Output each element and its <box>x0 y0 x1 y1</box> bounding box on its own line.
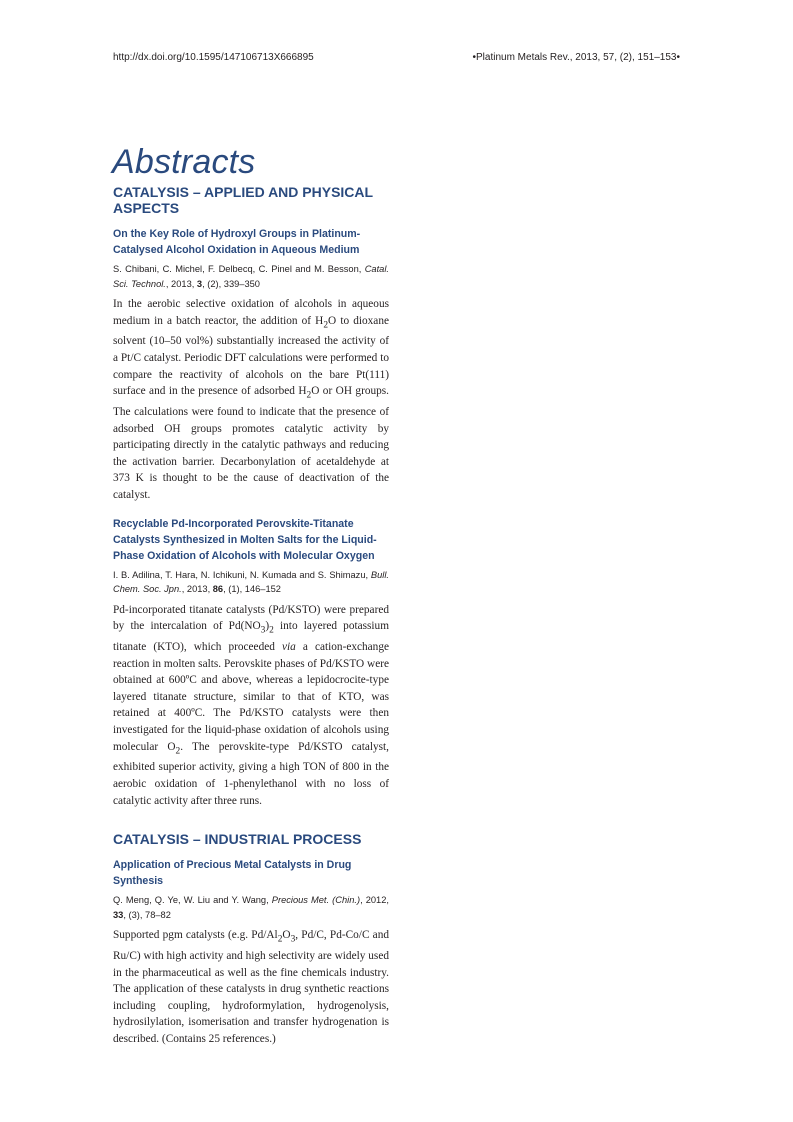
citation-journal: Precious Met. (Chin.) <box>271 895 361 906</box>
abstract-title: Recyclable Pd-Incorporated Perovskite-Titanate Catalysts Synthesized in Molten Salts for the Liquid-Phase Oxidation of Alcohols with Molecular Oxygen <box>113 517 377 562</box>
citation-issue: , (2), 339–350 <box>202 278 260 289</box>
abstract-body: In the aerobic selective oxidation of alcohols in aqueous medium in a batch reactor, the addition of $H_2O$ to dioxane solvent (10–50 vol%) substantially increased the activity of a Pt/C catalyst. Periodic DFT calculations were performed to compare the reactivity of alcohols on the bare Pt(111) surface and in the presence of adsorbed $H_2O$ or OH groups. The calculations were found to indicate that the presence of adsorbed OH groups promotes catalytic activity by participating directly in the catalytic pathways and reducing the activation barrier. Decarbonylation of acetaldehyde at 373 K is thought to be the cause of deactivation of the catalyst. <box>113 298 390 502</box>
section-heading-industrial: CATALYSIS – INDUSTRIAL PROCESS <box>113 831 362 848</box>
abstract-pd-perovskite <box>113 516 389 810</box>
abstract-citation <box>113 568 389 597</box>
left-column <box>113 184 389 1048</box>
abstract-citation <box>113 262 389 291</box>
citation-authors: I. B. Adilina, T. Hara, N. Ichikuni, N. Kumada and S. Shimazu, <box>113 569 371 580</box>
abstract-title: Application of Precious Metal Catalysts in Drug Synthesis <box>113 859 352 888</box>
abstract-drug-synthesis <box>113 857 389 1047</box>
abstract-title: On the Key Role of Hydroxyl Groups in Platinum-Catalysed Alcohol Oxidation in Aqueous Medium <box>113 228 361 256</box>
abstract-body: Supported pgm catalysts (e.g. $Pd/Al_2O_3$, Pd/C, Pd-Co/C and Ru/C) with high activity and high selectivity are widely used in the pharmaceutical as well as the fine chemicals industry. The application of these catalysts in drug synthetic reactions including coupling, hydroformylation, hydrogenolysis, hydrosilylation, isomerisation and transfer hydrogenation is described. (Contains 25 references.) <box>113 929 389 1046</box>
section-heading-applied: CATALYSIS – APPLIED AND PHYSICAL ASPECTS <box>113 184 373 216</box>
citation-volume: 33 <box>113 909 124 920</box>
citation-year: , 2013, <box>181 584 213 595</box>
citation-year: , 2012, <box>360 895 389 906</box>
citation-authors: S. Chibani, C. Michel, F. Delbecq, C. Pinel and M. Besson, <box>113 264 365 274</box>
journal-reference: •Platinum Metals Rev., 2013, 57, (2), 151–153• <box>472 52 680 63</box>
citation-volume: 86 <box>212 584 224 595</box>
citation-journal: Bull. Chem. Soc. Jpn. <box>113 569 389 595</box>
abstract-citation <box>113 893 389 922</box>
citation-authors: Q. Meng, Q. Ye, W. Liu and Y. Wang, <box>113 895 272 906</box>
citation-issue: , (1), 146–152 <box>223 584 281 595</box>
citation-volume: 3 <box>196 278 203 289</box>
page-title: Abstracts <box>112 143 256 181</box>
abstract-body: Pd-incorporated titanate catalysts (Pd/KSTO) were prepared by the intercalation of $Pd(NO_3)_2$ into layered potassium titanate (KTO), which proceeded via a cation-exchange reaction in molten salts. Perovskite phases of Pd/KSTO were obtained at 600ºC and above, whereas a lepidocrocite-type layered titanate structure, similar to that of KTO, was retained at 400ºC. The Pd/KSTO catalysts were then investigated for the liquid-phase oxidation of alcohols using molecular $O_2$. The perovskite-type Pd/KSTO catalyst, exhibited superior activity, giving a high TON of 800 in the aerobic oxidation of 1-phenylethanol with no loss of catalytic activity after three runs. <box>113 603 389 807</box>
citation-journal: Catal. Sci. Technol. <box>113 264 389 289</box>
doi-link[interactable]: http://dx.doi.org/10.1595/147106713X666895 <box>113 52 314 63</box>
abstract-hydroxyl-groups <box>113 226 389 504</box>
citation-issue: , (3), 78–82 <box>123 909 171 920</box>
citation-year: , 2013, <box>165 278 197 289</box>
